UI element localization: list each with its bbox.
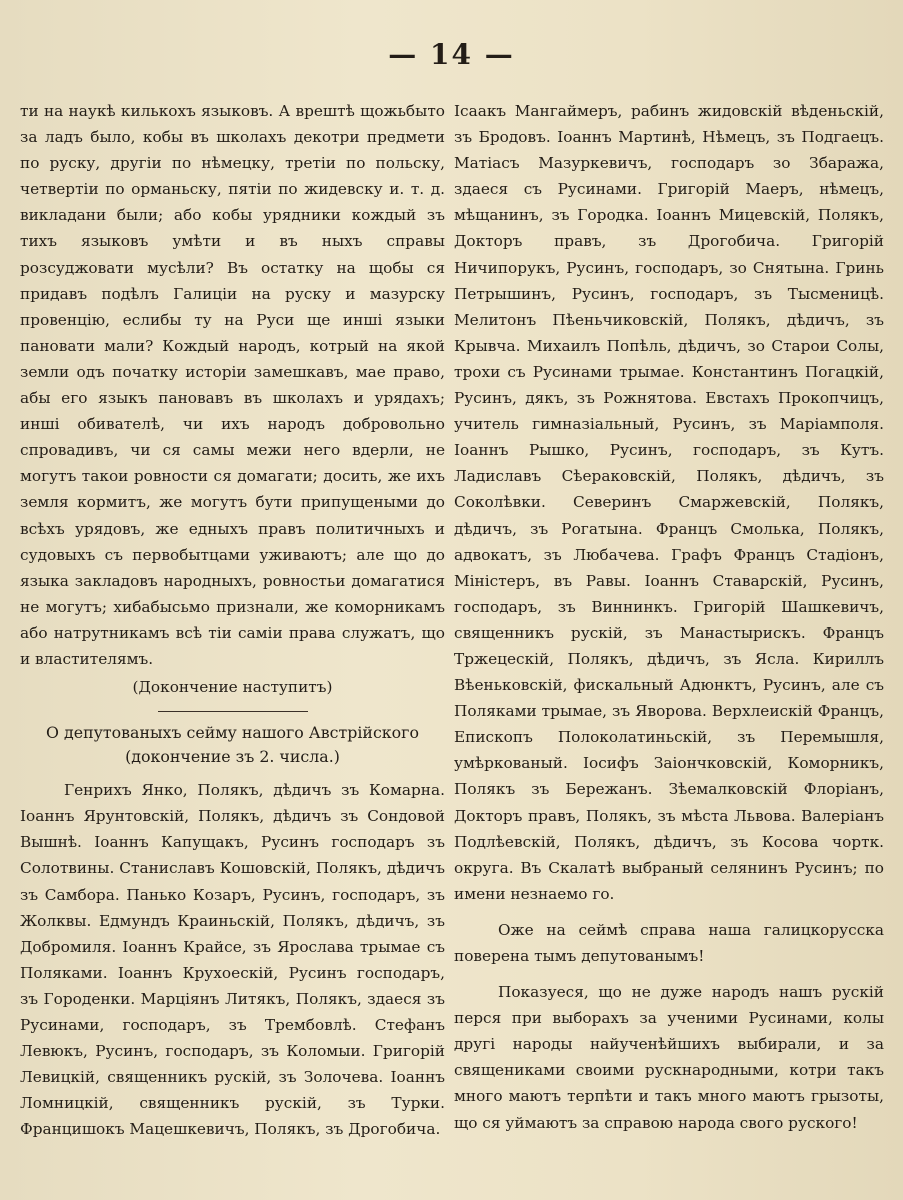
right-column bbox=[454, 98, 884, 1136]
continued-article-text: ти на наукѣ килькохъ языковъ. А врештѣ щожьбыто за ладъ было, кобы въ школахъ декотри предмети по руску, другiи по нѣмецку, третiи по польску, четвертiи по орманьску, пятiи по жидевску и. т. д. викладани были; або кобы урядники кождый зъ тихъ языковъ умѣти и въ ныхъ справы розсуджовати мусѣли? Въ остатку на щобы ся придавъ подѣлъ Галицiи на руску и мазурску провенцiю, еслибы ту на Руси ще иншi языки пановати мали? Кождый народъ, котрый на якой земли одъ початку исторiи замешкавъ, мае право, абы его языкъ пановавъ въ школахъ и урядахъ; иншi обивателѣ, чи ихъ народъ добровольно спровадивъ, чи ся самы межи него вдерли, не могутъ такои ровности ся домагати; досить, же ихъ земля кормитъ, же могутъ бути припущеными до всѣхъ урядовъ, же едныхъ правъ политичныхъ и судовыхъ съ первобытцами уживаютъ; але що до языка закладовъ народныхъ, ровностьи домагатися не могутъ; хибабысьмо признали, же коморникамъ або натрутникамъ всѣ тiи самiи права служатъ, що и властителямъ. bbox=[20, 102, 445, 668]
left-column bbox=[20, 98, 445, 1142]
article-subtitle: (докончение зъ 2. числа.) bbox=[125, 747, 340, 767]
page-number: — 14 — bbox=[388, 38, 515, 71]
to-be-continued-note: (Докончение наступитъ) bbox=[132, 678, 333, 697]
deputies-list-continued: Iсаакъ Мангаймеръ, рабинъ жидовскiй вѣденьскiй, зъ Бродовъ. Iоаннъ Мартинѣ, Нѣмецъ, зъ Подгаецъ. Матiасъ Мазуркевичъ, господаръ зо Збаража, здаеся съ Русинами. Григорiй Маеръ, нѣмецъ, мѣщанинъ, зъ Городка. Iоаннъ Мицевскiй, Полякъ, Докторъ правъ, зъ Дрогобича. Григорiй Ничипорукъ, Русинъ, господаръ, зо Снятына. Гринь Петрышинъ, Русинъ, господаръ, зъ Тысменицѣ. Мелитонъ Пѣеньчиковскiй, Полякъ, дѣдичъ, зъ Крывча. Михаилъ Попѣль, дѣдичъ, зо Старои Солы, трохи съ Русинами трымае. Константинъ Погацкiй, Русинъ, дякъ, зъ Рожнятова. Евстахъ Прокопчицъ, учитель гимназiальный, Русинъ, зъ Марiамполя. Iоаннъ Рышко, Русинъ, господаръ, зъ Кутъ. Ладиславъ Сѣераковскiй, Полякъ, дѣдичъ, зъ Соколѣвки. Северинъ Смаржевскiй, Полякъ, дѣдичъ, зъ Рогатына. Францъ Смолька, Полякъ, адвокатъ, зъ Любачева. Графъ Францъ Стадiонъ, Мiнiстеръ, въ Равы. Iоаннъ Ставарскiй, Русинъ, господаръ, зъ Виннинкъ. Григорiй Шашкевичъ, священникъ рускiй, зъ Манастырискъ. Францъ Тржецескiй, Полякъ, дѣдичъ, зъ Ясла. Кириллъ Вѣеньковскiй, фискальный Адюнктъ, Русинъ, але съ Поляками трымае, зъ Яворова. Верхлеискiй Францъ, Епископъ Полоколатиньскiй, зъ Перемышля, умѣркованый. Iосифъ Заiончковскiй, Коморникъ, Полякъ зъ Бережанъ. Зѣемалковскiй Флорiанъ, Докторъ правъ, Полякъ, зъ мѣста Львова. Валерiанъ Подлѣевскiй, Полякъ, дѣдичъ, зъ Косова чортк. округа. Въ Скалатѣ выбраный селянинъ Русинъ; по имени незнаемо го. bbox=[454, 102, 884, 903]
commentary-paragraph: Показуеся, що не дуже народъ нашъ рускiй перся при выборахъ за ученими Русинами, колы другi народы найученѣйшихъ выбирали, и за священиками своими рускнародными, котри такъ много маютъ терпѣти и такъ много маютъ грызоты, що ся уймаютъ за справою народа свого руского! bbox=[454, 983, 884, 1132]
article-heading bbox=[20, 721, 445, 769]
exclamation-paragraph: Оже на сеймѣ справа наша галицкорусскa поверена тымъ депутованымъ! bbox=[454, 920, 884, 965]
deputies-list-text: Генрихъ Янко, Полякъ, дѣдичъ зъ Комарна. Iоаннъ Ярунтовскiй, Полякъ, дѣдичъ зъ Сондовой Вышнѣ. Iоаннъ Капущакъ, Русинъ господаръ зъ Солотвины. Станиславъ Кошовскiй, Полякъ, дѣдичъ зъ Самбора. Панько Козаръ, Русинъ, господаръ, зъ Жолквы. Едмундъ Краиньскiй, Полякъ, дѣдичъ, зъ Добромиля. Iоаннъ Крайсе, зъ Ярослава трымае съ Поляками. Iоаннъ Крухоескiй, Русинъ господаръ, зъ Городенки. Марцiянъ Литякъ, Полякъ, здаеся зъ Русинами, господаръ, зъ Трембовлѣ. Стефанъ Левюкъ, Русинъ, господаръ, зъ Коломыи. Григорiй Левицкiй, священникъ рускiй, зъ Золочева. Iоаннъ Ломницкiй, священникъ рускiй, зъ Турки. Францишокъ Мацешкевичъ, Полякъ, зъ Дрогобича. bbox=[20, 781, 445, 1139]
section-divider bbox=[158, 711, 308, 712]
article-title: О депутованыхъ сейму нашого Австрiйского bbox=[46, 723, 419, 743]
